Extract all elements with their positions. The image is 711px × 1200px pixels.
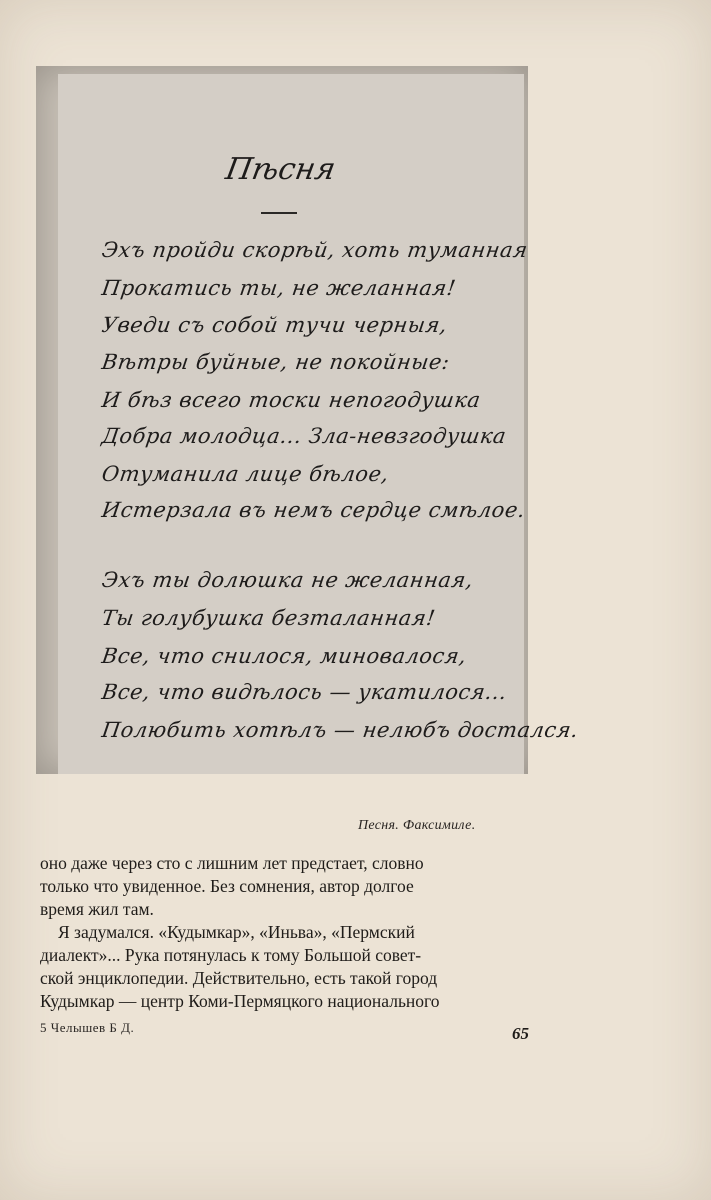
- facsimile-line: Добра молодца... Зла-невзгодушка: [100, 424, 508, 448]
- body-text-line: Я задумался. «Кудымкар», «Иньва», «Пермский: [58, 922, 415, 942]
- facsimile-line: Все, что снилося, миновалося,: [100, 644, 469, 668]
- body-text-line: оно даже через сто с лишним лет предстает, словно: [40, 853, 424, 873]
- facsimile-image: [36, 66, 580, 774]
- facsimile-line: Уведи съ собой тучи черныя,: [100, 313, 449, 337]
- body-text-line: ской энциклопедии. Действительно, есть такой город: [40, 968, 438, 988]
- facsimile-line: Полюбить хотѣлъ — нелюбъ достался.: [100, 718, 580, 742]
- facsimile-line: Эхъ ты долюшка не желанная,: [100, 568, 475, 592]
- body-text-line: время жил там.: [40, 899, 154, 919]
- facsimile-line: Ты голубушка безталанная!: [100, 606, 437, 630]
- body-text-line: только что увиденное. Без сомнения, автор долгое: [40, 876, 414, 896]
- facsimile-line: Истерзала въ немъ сердце смѣлое.: [100, 498, 527, 522]
- footer-signature: 5 Челышев Б Д.: [40, 1020, 135, 1035]
- facsimile-line: Эхъ пройди скорѣй, хоть туманная: [100, 238, 530, 262]
- facsimile-title: Пѣсня: [222, 152, 339, 187]
- facsimile-line: И бѣз всего тоски непогодушка: [100, 388, 483, 412]
- facsimile-line: Вѣтры буйные, не покойные:: [100, 350, 452, 374]
- page-number: 65: [512, 1024, 529, 1043]
- facsimile-line: Прокатись ты, не желанная!: [100, 276, 458, 300]
- figure-caption: Песня. Факсимиле.: [358, 818, 476, 833]
- facsimile-title-underline: [261, 212, 297, 214]
- facsimile-line: Отуманила лице бѣлое,: [100, 462, 391, 486]
- body-text-line: диалект»... Рука потянулась к тому Большой совет-: [40, 945, 422, 965]
- body-text-line: Кудымкар — центр Коми-Пермяцкого национального: [40, 991, 440, 1011]
- facsimile-line: Все, что видѣлось — укатилося...: [100, 680, 509, 704]
